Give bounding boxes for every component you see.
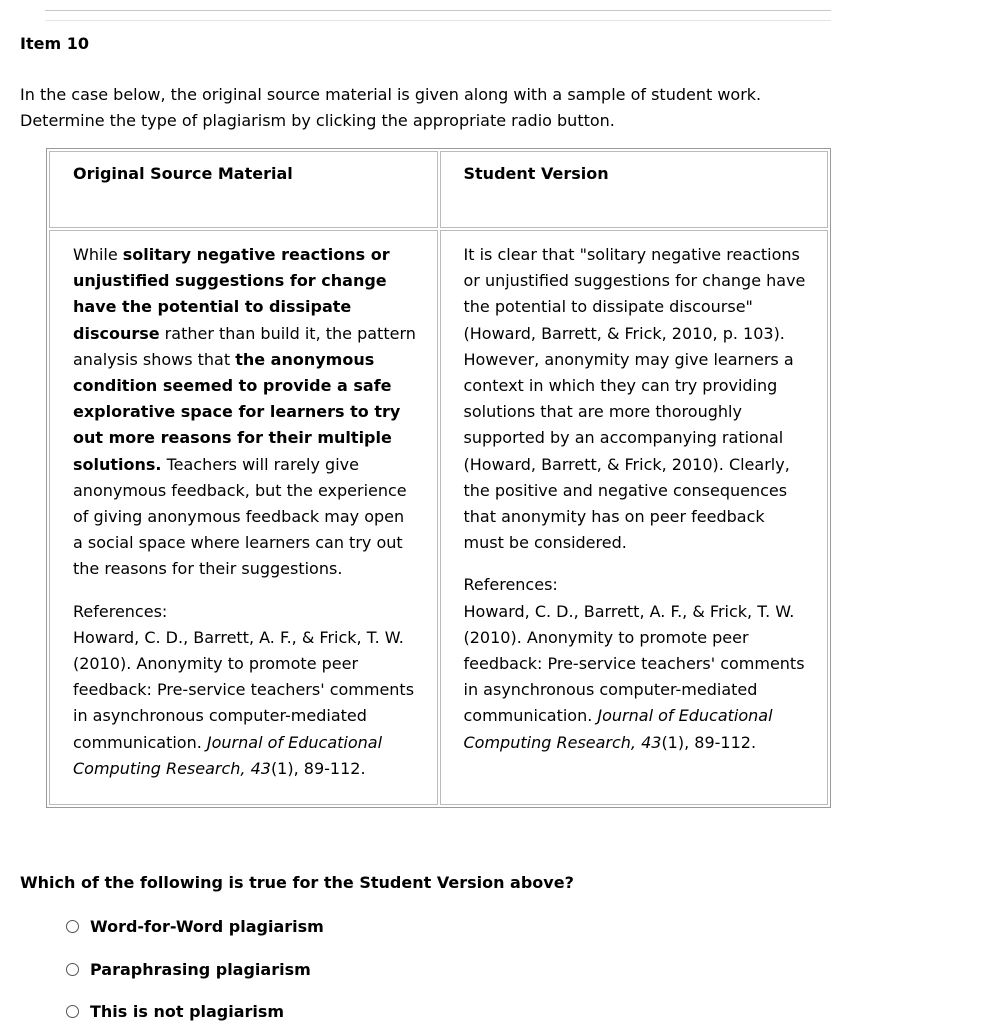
top-divider <box>45 10 831 11</box>
radio-paraphrasing[interactable] <box>66 963 79 976</box>
table-header-row <box>49 151 828 228</box>
citation-journal: Journal of Educational Computing Research, 43 <box>463 706 773 752</box>
references-citation <box>73 625 417 782</box>
references-label: References: <box>73 601 168 621</box>
citation-text: Howard, C. D., Barrett, A. F., & Frick, T. W. (2010). Anonymity to promote peer feedback: Pre-service teachers' comments in asynchronous computer-mediated communication. <box>463 601 805 726</box>
citation-issue: (1), 89-112. <box>270 758 366 778</box>
option-paraphrasing[interactable] <box>66 957 311 981</box>
original-bold-2: the anonymous condition seemed to provide a safe explorative space for learners to try out more reasons for their multiple solutions. <box>73 349 401 474</box>
top-divider-light <box>45 20 831 21</box>
original-passage <box>73 242 417 583</box>
citation-text: Howard, C. D., Barrett, A. F., & Frick, T. W. (2010). Anonymity to promote peer feedback: Pre-service teachers' comments in asynchronous computer-mediated communication. <box>73 627 415 752</box>
student-passage: It is clear that "solitary negative reactions or unjustified suggestions for change have the potential to dissipate discourse" (Howard, Barrett, & Frick, 2010, p. 103). However, anonymity may give learners a context in which they can try providing solutions that are more thoroughly supported by an accompanying rational (Howard, Barrett, & Frick, 2010). Clearly, the positive and negative consequences that anonymity has on peer feedback must be considered. <box>463 245 806 553</box>
citation-journal: Journal of Educational Computing Research, 43 <box>73 732 383 778</box>
original-references <box>73 599 417 782</box>
question-text: Which of the following is true for the Student Version above? <box>20 873 574 892</box>
original-text-2: rather than build it, the pattern analysis shows that <box>73 323 416 369</box>
option-word-for-word[interactable] <box>66 914 324 938</box>
option-label: This is not plagiarism <box>90 1001 285 1021</box>
instructions-line-2: Determine the type of plagiarism by clicking the appropriate radio button. <box>20 111 615 130</box>
references-label: References: <box>463 575 558 595</box>
radio-not-plagiarism[interactable] <box>66 1005 79 1018</box>
option-label: Paraphrasing plagiarism <box>90 959 311 979</box>
citation-issue: (1), 89-112. <box>661 732 757 752</box>
item-title: Item 10 <box>20 34 89 53</box>
references-citation <box>464 599 808 756</box>
header-student-version: Student Version <box>440 151 829 228</box>
student-version-cell <box>440 230 829 805</box>
original-source-cell <box>49 230 438 805</box>
radio-word-for-word[interactable] <box>66 920 79 933</box>
instructions-line-1: In the case below, the original source material is given along with a sample of student work. <box>20 85 762 104</box>
option-label: Word-for-Word plagiarism <box>90 916 324 936</box>
comparison-table <box>46 148 831 808</box>
table-body-row <box>49 230 828 805</box>
instructions <box>20 82 820 134</box>
original-bold-1: solitary negative reactions or unjustified suggestions for change have the potential to dissipate discourse <box>73 245 390 343</box>
original-text-1: While <box>73 245 123 264</box>
original-text-3: Teachers will rarely give anonymous feedback, but the experience of giving anonymous feedback may open a social space where learners can try out the reasons for their suggestions. <box>73 454 407 579</box>
student-references <box>464 572 808 755</box>
option-not-plagiarism[interactable] <box>66 999 284 1023</box>
header-original-source: Original Source Material <box>49 151 438 228</box>
